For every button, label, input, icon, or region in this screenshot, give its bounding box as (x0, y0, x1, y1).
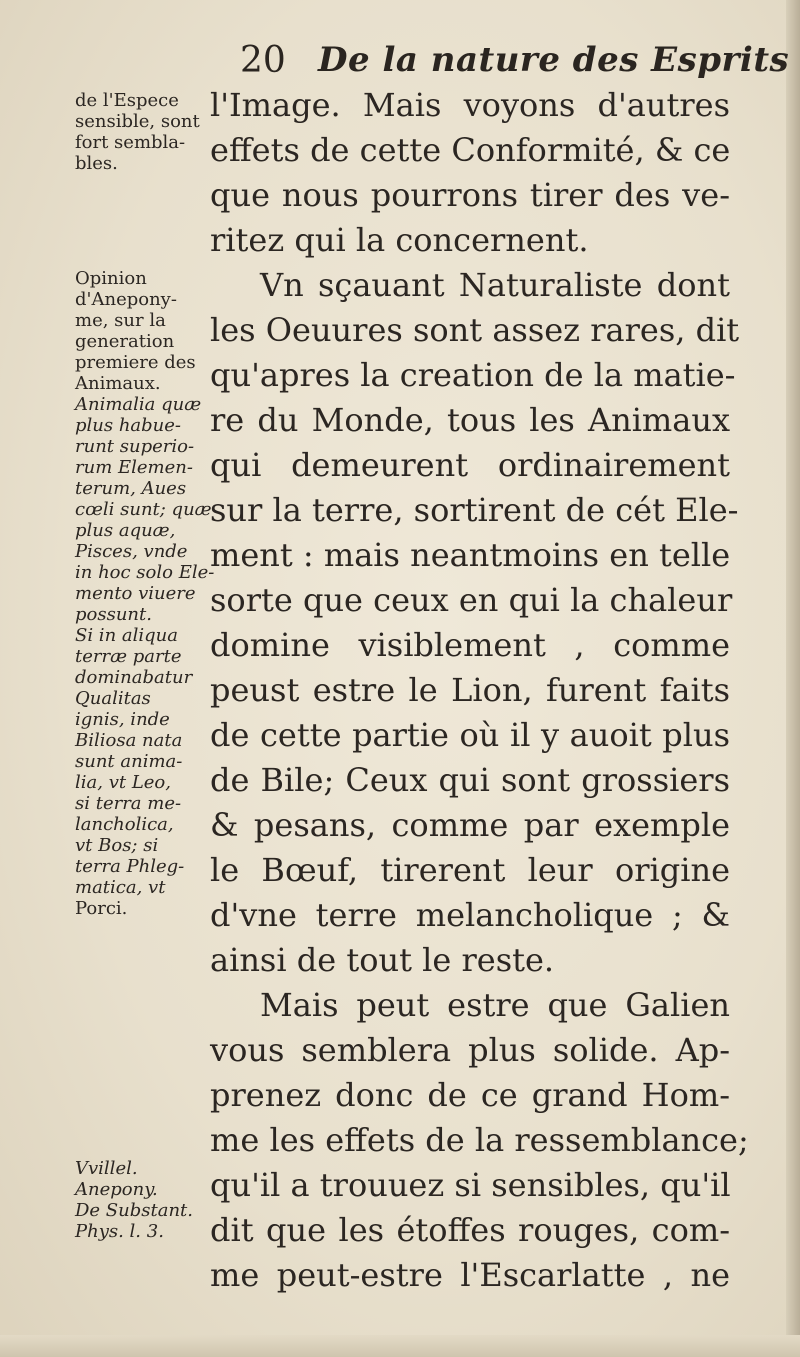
page-number: 20 (240, 40, 286, 81)
text-line: ritez qui la concernent. (210, 221, 589, 259)
text-line: vous semblera plus solide. Ap- (210, 1031, 730, 1069)
text-line: me peut-estre l'Escarlatte , ne (210, 1256, 730, 1294)
text-line: peust estre le Lion, furent faits (210, 671, 730, 709)
margin-line: terræ parte (75, 646, 182, 667)
margin-line: Porci. (75, 898, 128, 919)
margin-line: d'Anepony- (75, 289, 177, 310)
text-line: l'Image. Mais voyons d'autres (210, 86, 730, 124)
text-line: ainsi de tout le reste. (210, 941, 555, 979)
text-line: de cette partie où il y auoit plus (210, 716, 730, 754)
text-line: qu'apres la creation de la matie- (210, 356, 736, 394)
margin-line: runt superio- (75, 436, 195, 457)
text-line: prenez donc de ce grand Hom- (210, 1076, 730, 1114)
text-line: qui demeurent ordinairement (210, 446, 730, 484)
margin-line: premiere des (75, 352, 196, 373)
margin-line: sensible, sont (75, 111, 200, 132)
margin-line: lia, vt Leo, (75, 772, 171, 793)
text-line: effets de cette Conformité, & ce (210, 131, 731, 169)
text-line: sur la terre, sortirent de cét Ele- (210, 491, 739, 529)
margin-note-references (75, 1158, 210, 1242)
text-line: les Oeuures sont assez rares, dit (210, 311, 740, 349)
margin-line: rum Elemen- (75, 457, 193, 478)
page-edge-right (786, 0, 800, 1357)
margin-line: Qualitas (75, 688, 151, 709)
margin-line: terum, Aues (75, 478, 187, 499)
margin-line: Si in aliqua (75, 625, 178, 646)
page-edge-bottom (0, 1335, 800, 1357)
margin-line: Opinion (75, 268, 147, 289)
margin-line: si terra me- (75, 793, 182, 814)
margin-line: fort sembla- (75, 132, 186, 153)
margin-line: plus aquæ, (75, 520, 176, 541)
text-line: & pesans, comme par exemple (210, 806, 730, 844)
text-line: me les effets de la ressemblance; (210, 1121, 749, 1159)
text-line: de Bile; Ceux qui sont grossiers (210, 761, 730, 799)
text-line: qu'il a trouuez si sensibles, qu'il (210, 1166, 731, 1204)
margin-line: Pisces, vnde (75, 541, 188, 562)
margin-line: matica, vt (75, 877, 166, 898)
running-head: De la nature des Esprits (318, 40, 790, 80)
margin-line: Anepony. (75, 1179, 158, 1200)
margin-line: possunt. (75, 604, 152, 625)
text-line: ment : mais neantmoins en telle (210, 536, 731, 574)
margin-line: de l'Espece (75, 90, 179, 111)
text-line: sorte que ceux en qui la chaleur (210, 581, 733, 619)
text-line: Vn sçauant Naturaliste dont (260, 266, 730, 304)
margin-line: dominabatur (75, 667, 193, 688)
margin-line: Biliosa nata (75, 730, 183, 751)
margin-line: sunt anima- (75, 751, 183, 772)
margin-note-opinion (75, 268, 215, 919)
margin-line: me, sur la (75, 310, 166, 331)
margin-note-espece (75, 90, 210, 174)
text-line: Mais peut estre que Galien (260, 986, 730, 1024)
margin-line: Vvillel. (75, 1158, 138, 1179)
margin-line: De Substant. (75, 1200, 194, 1221)
text-line: le Bœuf, tirerent leur origine (210, 851, 730, 889)
margin-line: cœli sunt; quæ (75, 499, 212, 520)
text-line: d'vne terre melancholique ; & (210, 896, 730, 934)
margin-line: generation (75, 331, 175, 352)
main-text (210, 83, 749, 1298)
margin-line: lancholica, (75, 814, 174, 835)
margin-line: vt Bos; si (75, 835, 159, 856)
margin-line: Phys. l. 3. (75, 1221, 164, 1242)
margin-line: ignis, inde (75, 709, 170, 730)
margin-line: bles. (75, 153, 118, 174)
margin-line: Animaux. (75, 373, 161, 394)
text-line: domine visiblement , comme (210, 626, 730, 664)
margin-line: plus habue- (75, 415, 182, 436)
margin-line: mento viuere (75, 583, 196, 604)
margin-line: terra Phleg- (75, 856, 185, 877)
margin-line: Animalia quæ (75, 394, 202, 415)
text-line: que nous pourrons tirer des ve- (210, 176, 730, 214)
text-line: dit que les étoffes rouges, com- (210, 1211, 730, 1249)
margin-line: in hoc solo Ele- (75, 562, 215, 583)
text-line: re du Monde, tous les Animaux (210, 401, 730, 439)
